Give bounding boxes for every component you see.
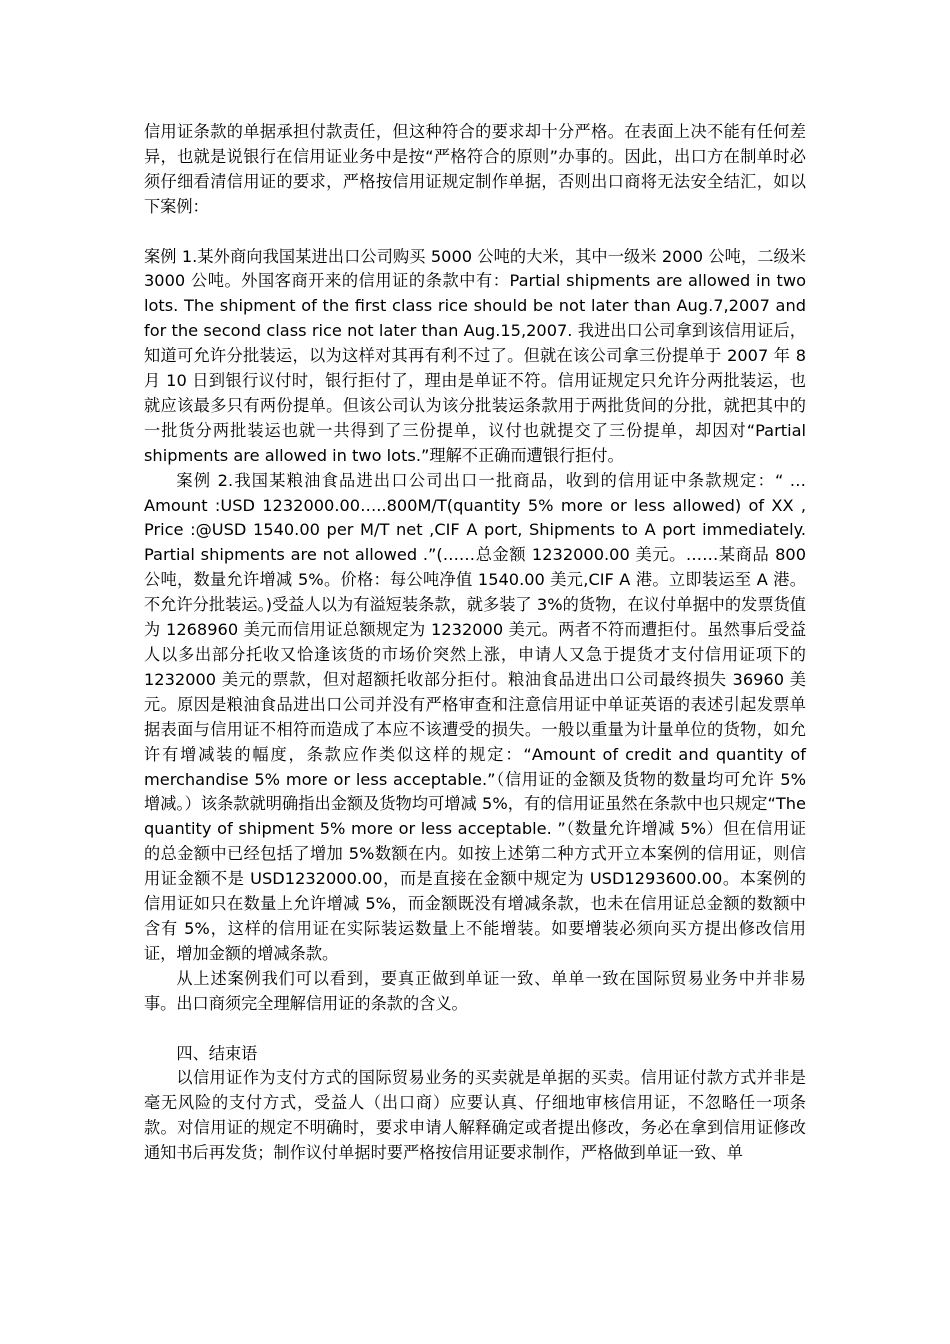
section-heading-conclusion: 四、结束语 [176,1043,258,1063]
paragraph-intro: 信用证条款的单据承担付款责任，但这种符合的要求却十分严格。在表面上决不能有任何差异，也就是说银行在信用证业务中是按“严格符合的原则”办事的。因此，出口方在制单时必须仔细看清信用证的要求，严格按信用证规定制作单据，否则出口商将无法安全结汇，如以下案例： [144,122,806,216]
paragraph-case-1: 案例 1.某外商向我国某进出口公司购买 5000 公吨的大米，其中一级米 2000 公吨，二级米 3000 公吨。外国客商开来的信用证的条款中有：Partial shipments are allowed in two lots. The shipment of the first class rice should be not later than Aug.7,2007 and for the second class rice not later than Aug.15,2007. 我进出口公司拿到该信用证后，知道可允许分批装运，以为这样对其再有利不过了。但就在该公司拿三份提单于 2007 年 8 月 10 日到银行议付时，银行拒付了，理由是单证不符。信用证规定只允许分两批装运，也就应该最多只有两份提单。但该公司认为该分批装运条款用于两批货间的分批，就把其中的一批货分两批装运也就一共得到了三份提单，议付也就提交了三份提单，却因对“Partial shipments are allowed in two lots.”理解不正确而遭银行拒付。 [144,246,806,465]
paragraph-summary: 从上述案例我们可以看到，要真正做到单证一致、单单一致在国际贸易业务中并非易事。出口商须完全理解信用证的条款的含义。 [144,968,806,1013]
document-body [144,120,806,1166]
paragraph-case-2: 案例 2.我国某粮油食品进出口公司出口一批商品，收到的信用证中条款规定：“ …Amount :USD 1232000.00…..800M/T(quantity 5% more or less allowed) of XX , Price :@USD 1540.00 per M/T net ,CIF A port, Shipments to A port immediately. Partial shipments are not allowed .”(……总金额 1232000.00 美元。……某商品 800 公吨，数量允许增减 5%。价格：每公吨净值 1540.00 美元,CIF A 港。立即装运至 A 港。不允许分批装运。)受益人以为有溢短装条款，就多装了 3%的货物，在议付单据中的发票货值为 1268960 美元而信用证总额规定为 1232000 美元。两者不符而遭拒付。虽然事后受益人以多出部分托收又恰逢该货的市场价突然上涨，申请人又急于提货才支付信用证项下的 1232000 美元的票款，但对超额托收部分拒付。粮油食品进出口公司最终损失 36960 美元。原因是粮油食品进出口公司并没有严格审查和注意信用证中单证英语的表述引起发票单据表面与信用证不相符而造成了本应不该遭受的损失。一般以重量为计量单位的货物，如允许有增减装的幅度，条款应作类似这样的规定：“Amount of credit and quantity of merchandise 5% more or less acceptable.”（信用证的金额及货物的数量均可允许 5%增减。）该条款就明确指出金额及货物均可增减 5%，有的信用证虽然在条款中也只规定“The quantity of shipment 5% more or less acceptable. ”（数量允许增减 5%）但在信用证的总金额中已经包括了增加 5%数额在内。如按上述第二种方式开立本案例的信用证，则信用证金额不是 USD1232000.00，而是直接在金额中规定为 USD1293600.00。本案例的信用证如只在数量上允许增减 5%，而金额既没有增减条款，也未在信用证总金额的数额中含有 5%，这样的信用证在实际装运数量上不能增装。如要增装必须向买方提出修改信用证，增加金额的增减条款。 [144,470,806,963]
paragraph-spacer [144,1017,806,1042]
paragraph-spacer [144,220,806,245]
paragraph-conclusion: 以信用证作为支付方式的国际贸易业务的买卖就是单据的买卖。信用证付款方式并非是毫无风险的支付方式，受益人（出口商）应要认真、仔细地审核信用证，不忽略任一项条款。对信用证的规定不明确时，要求申请人解释确定或者提出修改，务必在拿到信用证修改通知书后再发货；制作议付单据时要严格按信用证要求制作，严格做到单证一致、单 [144,1068,806,1163]
